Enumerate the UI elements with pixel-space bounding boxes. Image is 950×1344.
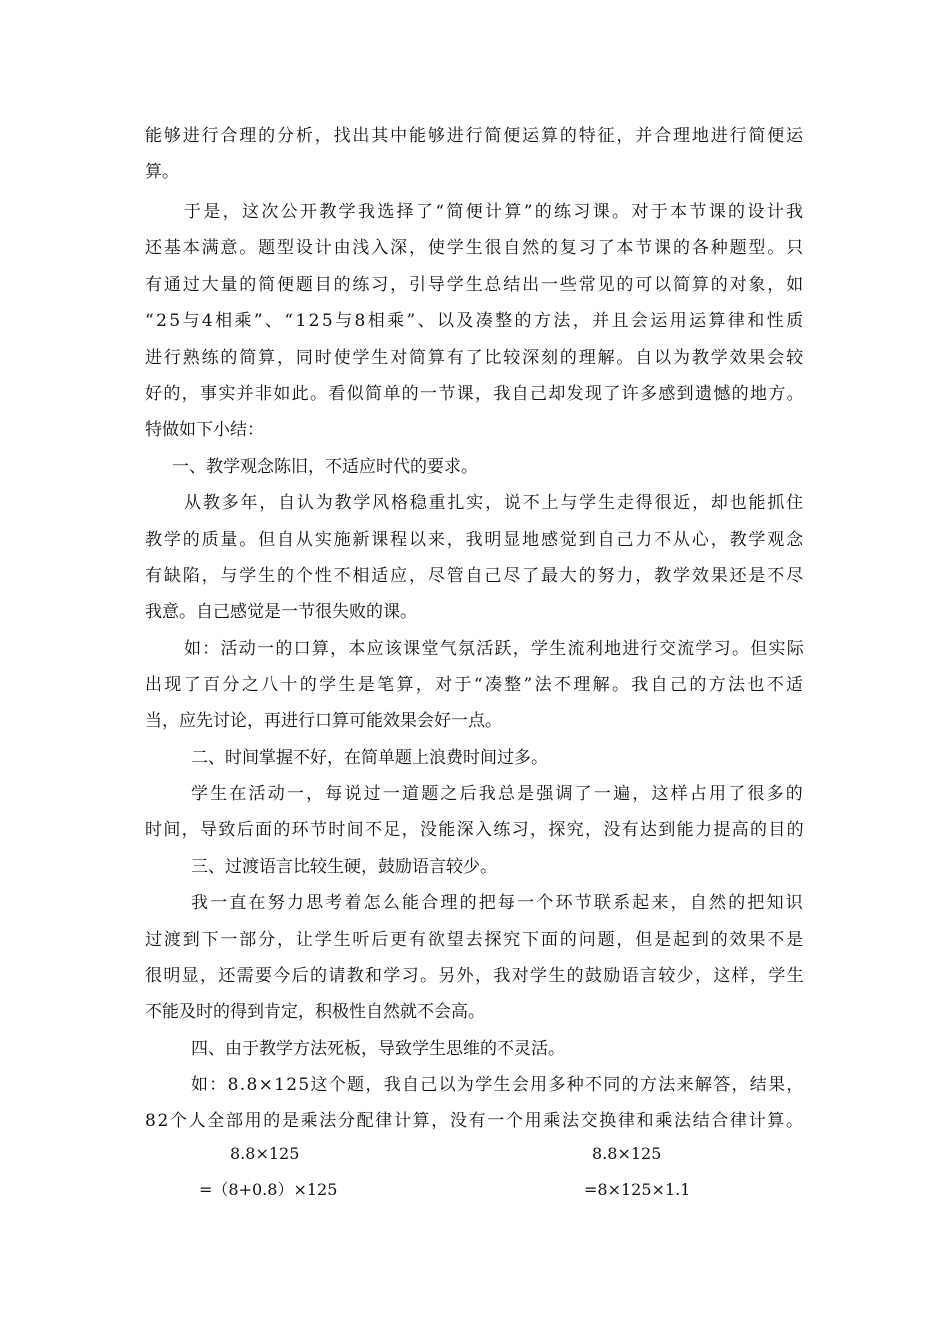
text-line: 82个人全部用的是乘法分配律计算，没有一个用乘法交换律和乘法结合律计算。 (145, 1111, 805, 1131)
text-line: 学生在活动一，每说过一道题之后我总是强调了一遍，这样占用了很多的 (191, 784, 805, 804)
text-line: 二、时间掌握不好，在简单题上浪费时间过多。 (191, 748, 548, 768)
math-left-line-2: =（8+0.8）×125 (199, 1180, 338, 1199)
text-line: 能够进行合理的分析，找出其中能够进行简便运算的特征，并合理地进行简便运 (145, 126, 805, 146)
text-line: 教学的质量。但自从实施新课程以来，我明显地感觉到自己力不从心，教学观念 (145, 530, 805, 550)
text-line: 三、过渡语言比较生硬，鼓励语言较少。 (191, 857, 497, 877)
text-line: 一、教学观念陈旧，不适应时代的要求。 (172, 457, 478, 477)
text-line: 很明显，还需要今后的请教和学习。另外，我对学生的鼓励语言较少，这样，学生 (145, 966, 805, 986)
text-line: 过渡到下一部分，让学生听后更有欲望去探究下面的问题，但是起到的效果不是 (145, 930, 805, 950)
text-line: 还基本满意。题型设计由浅入深，使学生很自然的复习了本节课的各种题型。只 (145, 238, 805, 258)
text-line: 如：活动一的口算，本应该课堂气氛活跃，学生流利地进行交流学习。但实际 (184, 639, 805, 659)
text-line: 进行熟练的简算，同时使学生对简算有了比较深刻的理解。自以为教学效果会较 (145, 348, 805, 368)
math-right-line-2: =8×125×1.1 (584, 1180, 691, 1199)
text-line: 如：8.8×125这个题，我自己以为学生会用多种不同的方法来解答，结果， (191, 1075, 805, 1095)
text-line: 我一直在努力思考着怎么能合理的把每一个环节联系起来，自然的把知识 (191, 893, 805, 913)
text-line: 好的，事实并非如此。看似简单的一节课，我自己却发现了许多感到遗憾的地方。 (145, 384, 805, 404)
text-line: 当，应先讨论，再进行口算可能效果会好一点。 (145, 711, 502, 731)
text-line: 特做如下小结： (145, 420, 264, 440)
text-line: 有通过大量的简便题目的练习，引导学生总结出一些常见的可以简算的对象，如 (145, 275, 805, 295)
text-line: 不能及时的得到肯定，积极性自然就不会高。 (145, 1002, 485, 1022)
text-line: “25与4相乘”、“125与8相乘”、以及凑整的方法，并且会运用运算律和性质 (145, 311, 806, 331)
text-line: 于是，这次公开教学我选择了“简便计算”的练习课。对于本节课的设计我 (184, 202, 806, 222)
text-line: 我意。自己感觉是一节很失败的课。 (145, 602, 417, 622)
math-right-line-1: 8.8×125 (592, 1144, 662, 1163)
math-left-line-1: 8.8×125 (230, 1144, 300, 1163)
text-line: 四、由于教学方法死板，导致学生思维的不灵活。 (191, 1039, 565, 1059)
text-line: 出现了百分之八十的学生是笔算，对于“凑整”法不理解。我自己的方法也不适 (145, 675, 806, 695)
text-line: 从教多年，自认为教学风格稳重扎实，说不上与学生走得很近，却也能抓住 (184, 493, 805, 513)
text-line: 算。 (145, 162, 179, 182)
text-line: 时间，导致后面的环节时间不足，没能深入练习，探究，没有达到能力提高的目的 (145, 820, 805, 840)
text-line: 有缺陷，与学生的个性不相适应，尽管自己尽了最大的努力，教学效果还是不尽 (145, 566, 805, 586)
